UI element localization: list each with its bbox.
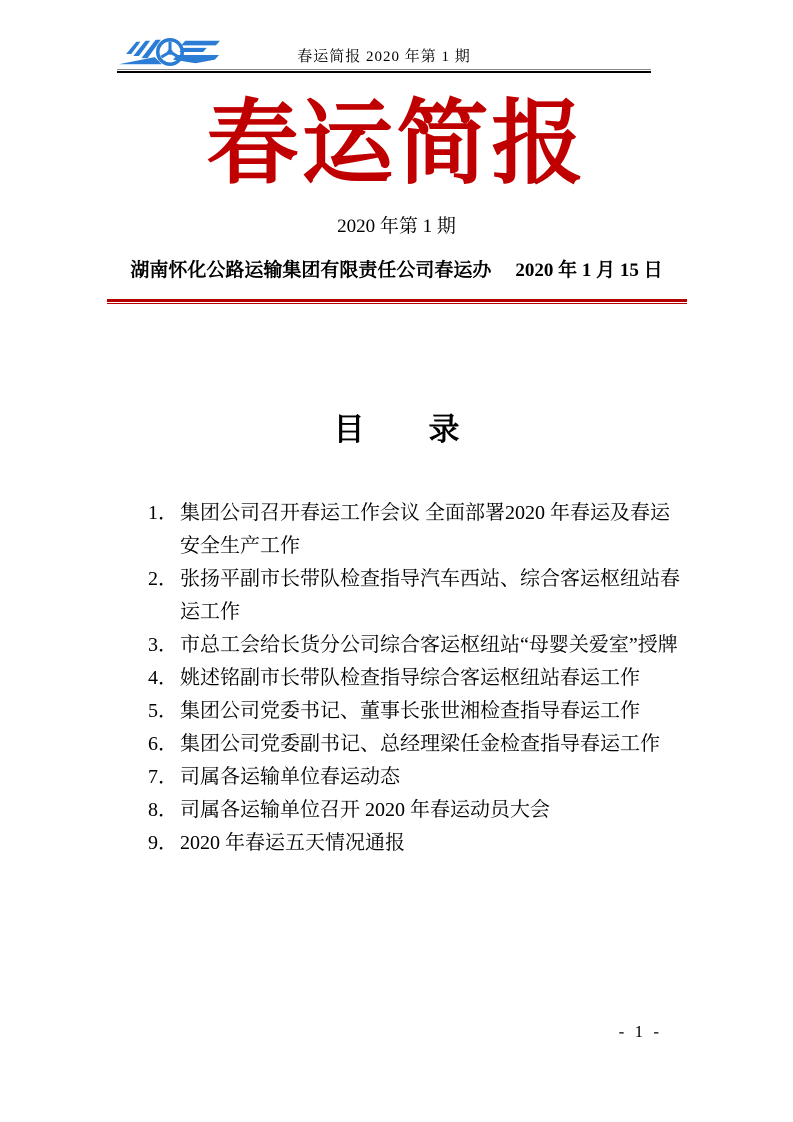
toc-item-number: 2． [148, 568, 178, 591]
toc-heading-char-1: 目 [333, 411, 365, 447]
toc-item [148, 695, 793, 728]
toc-item-text: 司属各运输单位春运动态 [180, 766, 400, 789]
toc-item-number: 1． [148, 502, 178, 525]
toc-item-text: 集团公司召开春运工作会议 全面部署2020 年春运及春运安全生产工作 [180, 502, 670, 558]
toc-item-number: 3． [148, 634, 178, 657]
header-divider [117, 69, 651, 73]
toc-item [148, 827, 793, 860]
toc-heading [0, 408, 793, 451]
publish-date: 2020 年 1 月 15 日 [515, 259, 663, 281]
page-header [117, 0, 651, 73]
toc-item [148, 728, 793, 761]
toc-item [148, 761, 793, 794]
toc-item-text: 集团公司党委书记、董事长张世湘检查指导春运工作 [180, 700, 640, 723]
toc-item [148, 563, 793, 629]
toc-item-text: 集团公司党委副书记、总经理梁任金检查指导春运工作 [180, 733, 660, 756]
publisher-line [0, 260, 793, 283]
page-number: - 1 - [618, 1022, 662, 1041]
header-title: 春运简报 2020 年第 1 期 [297, 49, 471, 65]
toc-item-number: 5． [148, 700, 178, 723]
toc-list [0, 497, 793, 860]
toc-item-text: 市总工会给长货分公司综合客运枢纽站“母婴关爱室”授牌 [180, 634, 678, 657]
publisher-name: 湖南怀化公路运输集团有限责任公司春运办 [130, 259, 492, 281]
toc-item-text: 司属各运输单位召开 2020 年春运动员大会 [180, 799, 550, 822]
toc-item [148, 629, 793, 662]
toc-item-text: 张扬平副市长带队检查指导汽车西站、综合客运枢纽站春运工作 [180, 568, 680, 624]
toc-item-text: 2020 年春运五天情况通报 [180, 832, 405, 855]
toc-heading-char-2: 录 [428, 411, 460, 447]
toc-item-number: 6． [148, 733, 178, 756]
toc-item [148, 662, 793, 695]
toc-item-number: 9． [148, 832, 178, 855]
red-divider [107, 299, 687, 304]
toc-item-number: 4． [148, 667, 178, 690]
toc-item [148, 794, 793, 827]
toc-item-text: 姚述铭副市长带队检查指导综合客运枢纽站春运工作 [180, 667, 640, 690]
toc-item-number: 8． [148, 799, 178, 822]
document-title: 春运简报 [206, 93, 587, 195]
toc-item-number: 7． [148, 766, 178, 789]
toc-item [148, 497, 793, 563]
issue-line: 2020 年第 1 期 [337, 216, 456, 238]
